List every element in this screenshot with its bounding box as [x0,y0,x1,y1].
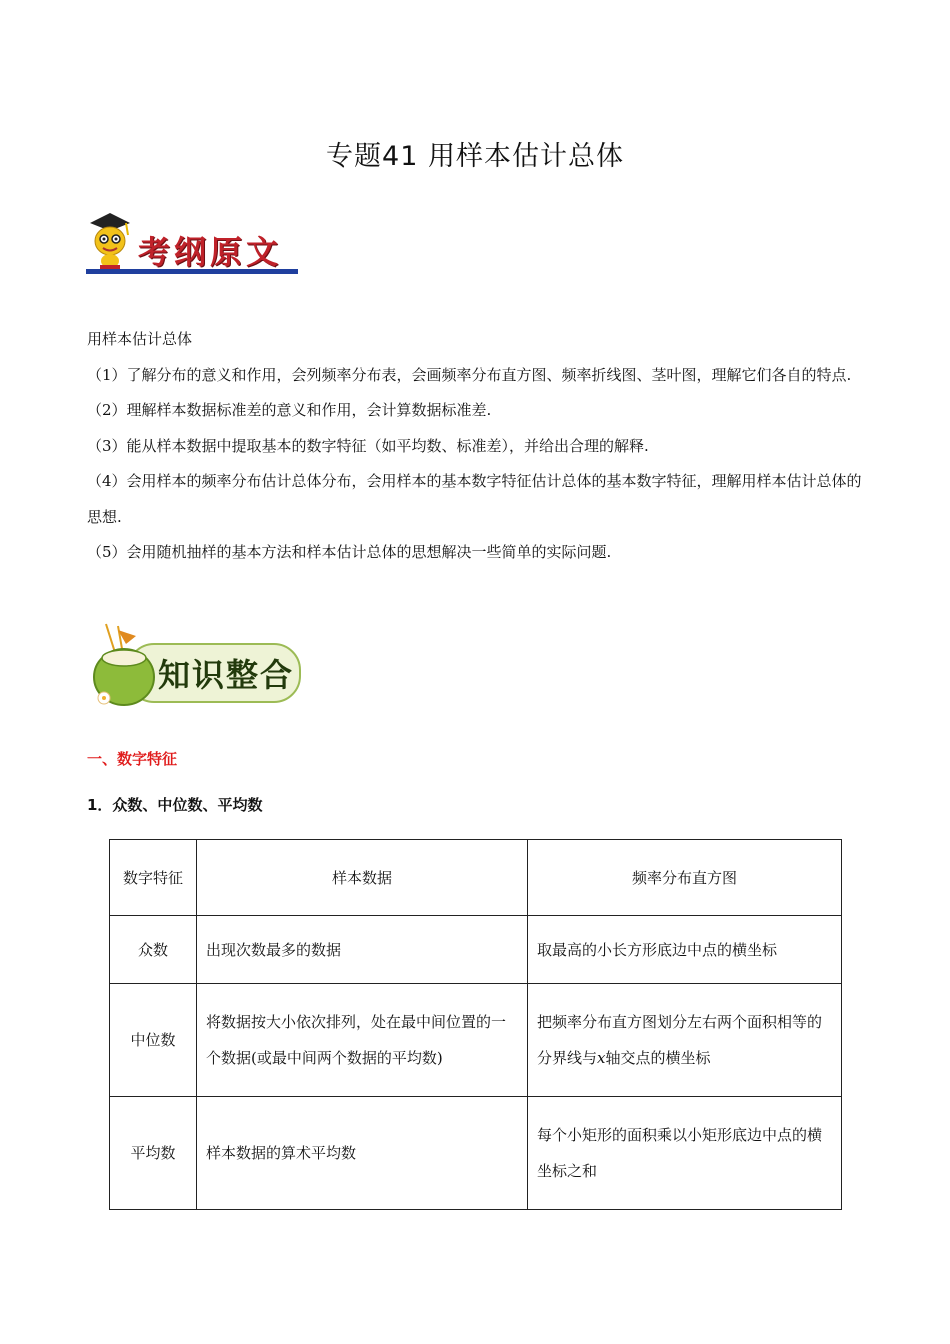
table-header-cell: 频率分布直方图 [528,840,842,916]
table-row [110,916,842,984]
table-cell-sample: 出现次数最多的数据 [197,916,528,984]
table-header-cell: 数字特征 [110,840,197,916]
syllabus-item: （5）会用随机抽样的基本方法和样本估计总体的思想解决一些简单的实际问题. [87,543,612,561]
syllabus-block [87,322,867,571]
knowledge-banner-text: 知识整合 [158,656,295,694]
table-cell-histogram: 每个小矩形的面积乘以小矩形底边中点的横坐标之和 [528,1097,842,1210]
table-cell-feature: 平均数 [110,1097,197,1210]
table-row [110,1097,842,1210]
syllabus-heading: 用样本估计总体 [87,330,193,348]
syllabus-item: （3）能从样本数据中提取基本的数字特征（如平均数、标准差），并给出合理的解释. [87,436,649,455]
subsection-heading: 1．众数、中位数、平均数 [87,796,263,814]
section-heading: 一、数字特征 [87,750,178,768]
table-cell-sample: 样本数据的算术平均数 [197,1097,528,1210]
variable-x: x [597,1049,606,1067]
page-title: 专题41 用样本估计总体 [326,141,624,172]
histogram-text-before: 把频率分布直方图划分左右两个面积相等的分界线与 [537,1013,823,1067]
table-cell-feature: 中位数 [110,984,197,1097]
knowledge-banner [88,622,304,712]
histogram-text-after: 轴交点的横坐标 [605,1049,711,1067]
table-cell-sample: 将数据按大小依次排列，处在最中间位置的一个数据(或最中间两个数据的平均数) [197,984,528,1097]
table-row [110,984,842,1097]
table-cell-feature: 众数 [110,916,197,984]
syllabus-banner [86,209,300,279]
syllabus-item: （4）会用样本的频率分布估计总体分布，会用样本的基本数字特征估计总体的基本数字特征，理解用样本估计总体的思想. [87,472,862,526]
table-header-row [110,840,842,916]
table-cell-histogram [528,984,842,1097]
table-header-cell: 样本数据 [197,840,528,916]
syllabus-banner-text: 考纲原文 [138,233,283,271]
table-cell-histogram: 取最高的小长方形底边中点的横坐标 [528,916,842,984]
syllabus-item: （2）理解样本数据标准差的意义和作用，会计算数据标准差. [87,401,492,419]
statistics-table [109,839,842,1210]
syllabus-item: （1）了解分布的意义和作用，会列频率分布表，会画频率分布直方图、频率折线图、茎叶图，理解它们各自的特点. [87,365,852,384]
